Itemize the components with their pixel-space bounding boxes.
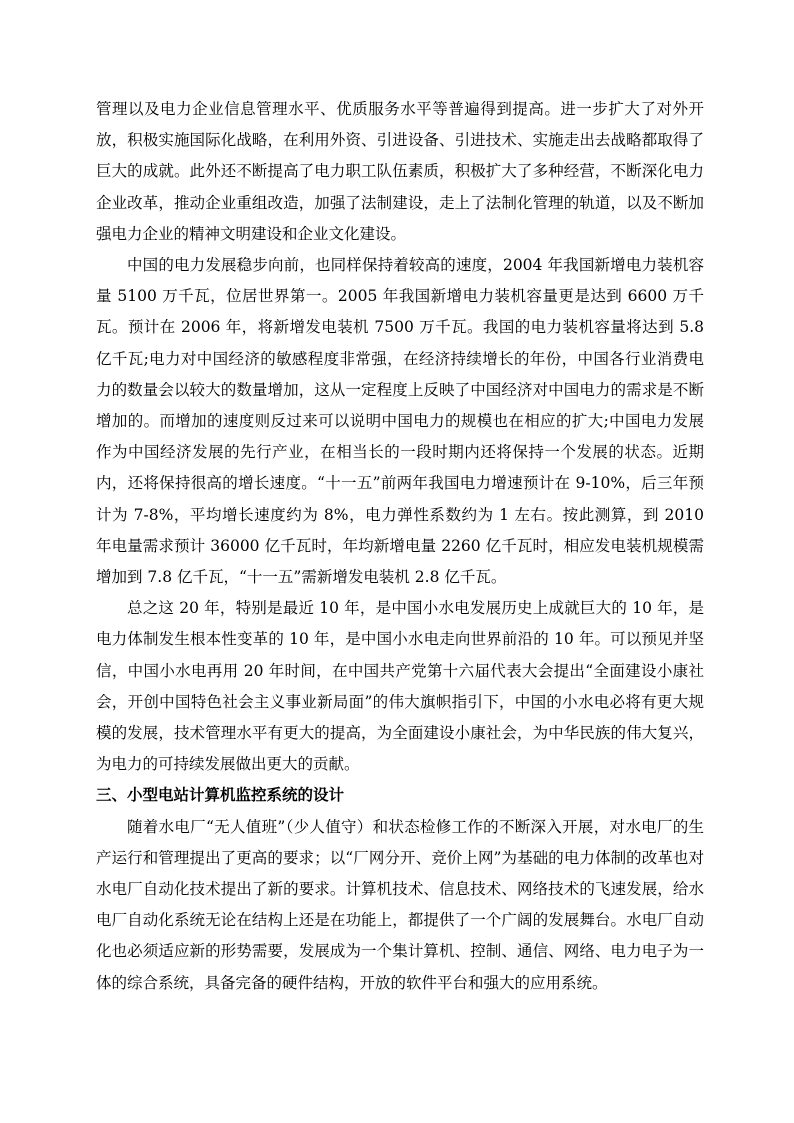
paragraph-power-growth: 中国的电力发展稳步向前，也同样保持着较高的速度，2004 年我国新增电力装机容量 5100 万千瓦，位居世界第一。2005 年我国新增电力装机容量更是达到 6600 万千瓦。预计在 2006 年，将新增发电装机 7500 万千瓦。我国的电力装机容量将达到 5.8 亿千瓦;电力对中国经济的敏感程度非常强，在经济持续增长的年份，中国各行业消费电力的数量会以较大的数量增加，这从一定程度上反映了中国经济对中国电力的需求是不断增加的。而增加的速度则反过来可以说明中国电力的规模也在相应的扩大;中国电力发展作为中国经济发展的先行产业，在相当长的一段时期内还将保持一个发展的状态。近期内，还将保持很高的增长速度。“十一五”前两年我国电力增速预计在 9-10%，后三年预计为 7-8%，平均增长速度约为 8%，电力弹性系数约为 1 左右。按此测算，到 2010 年电量需求预计 36000 亿千瓦时，年均新增电量 2260 亿千瓦时，相应发电装机规模需增加到 7.8 亿千瓦，“十一五”需新增发电装机 2.8 亿千瓦。 (96, 256, 704, 587)
paragraph-summary: 总之这 20 年，特别是最近 10 年，是中国小水电发展历史上成就巨大的 10 年，是电力体制发生根本性变革的 10 年，是中国小水电走向世界前沿的 10 年。可以预见并坚信，中国小水电再用 20 年时间，在中国共产党第十六届代表大会提出“全面建设小康社会，开创中国特色社会主义事业新局面”的伟大旗帜指引下，中国的小水电必将有更大规模的发展，技术管理水平有更大的提高，为全面建设小康社会，为中华民族的伟大复兴，为电力的可持续发展做出更大的贡献。 (96, 599, 704, 774)
section-heading: 三、小型电站计算机监控系统的设计 (96, 786, 345, 805)
paragraph-section-intro: 随着水电厂“无人值班”（少人值守）和状态检修工作的不断深入开展，对水电厂的生产运行和管理提出了更高的要求；以“厂网分开、竞价上网”为基础的电力体制的改革也对水电厂自动化技术提出了新的要求。计算机技术、信息技术、网络技术的飞速发展，给水电厂自动化系统无论在结构上还是在功能上，都提供了一个广阔的发展舞台。水电厂自动化也必须适应新的形势需要，发展成为一个集计算机、控制、通信、网络、电力电子为一体的综合系统，具备完备的硬件结构，开放的软件平台和强大的应用系统。 (96, 817, 704, 992)
document-body (96, 94, 704, 999)
paragraph-continuation: 管理以及电力企业信息管理水平、优质服务水平等普遍得到提高。进一步扩大了对外开放，积极实施国际化战略，在利用外资、引进设备、引进技术、实施走出去战略都取得了巨大的成就。此外还不断提高了电力职工队伍素质，积极扩大了多种经营，不断深化电力企业改革，推动企业重组改造，加强了法制建设，走上了法制化管理的轨道，以及不断加强电力企业的精神文明建设和企业文化建设。 (96, 100, 704, 243)
